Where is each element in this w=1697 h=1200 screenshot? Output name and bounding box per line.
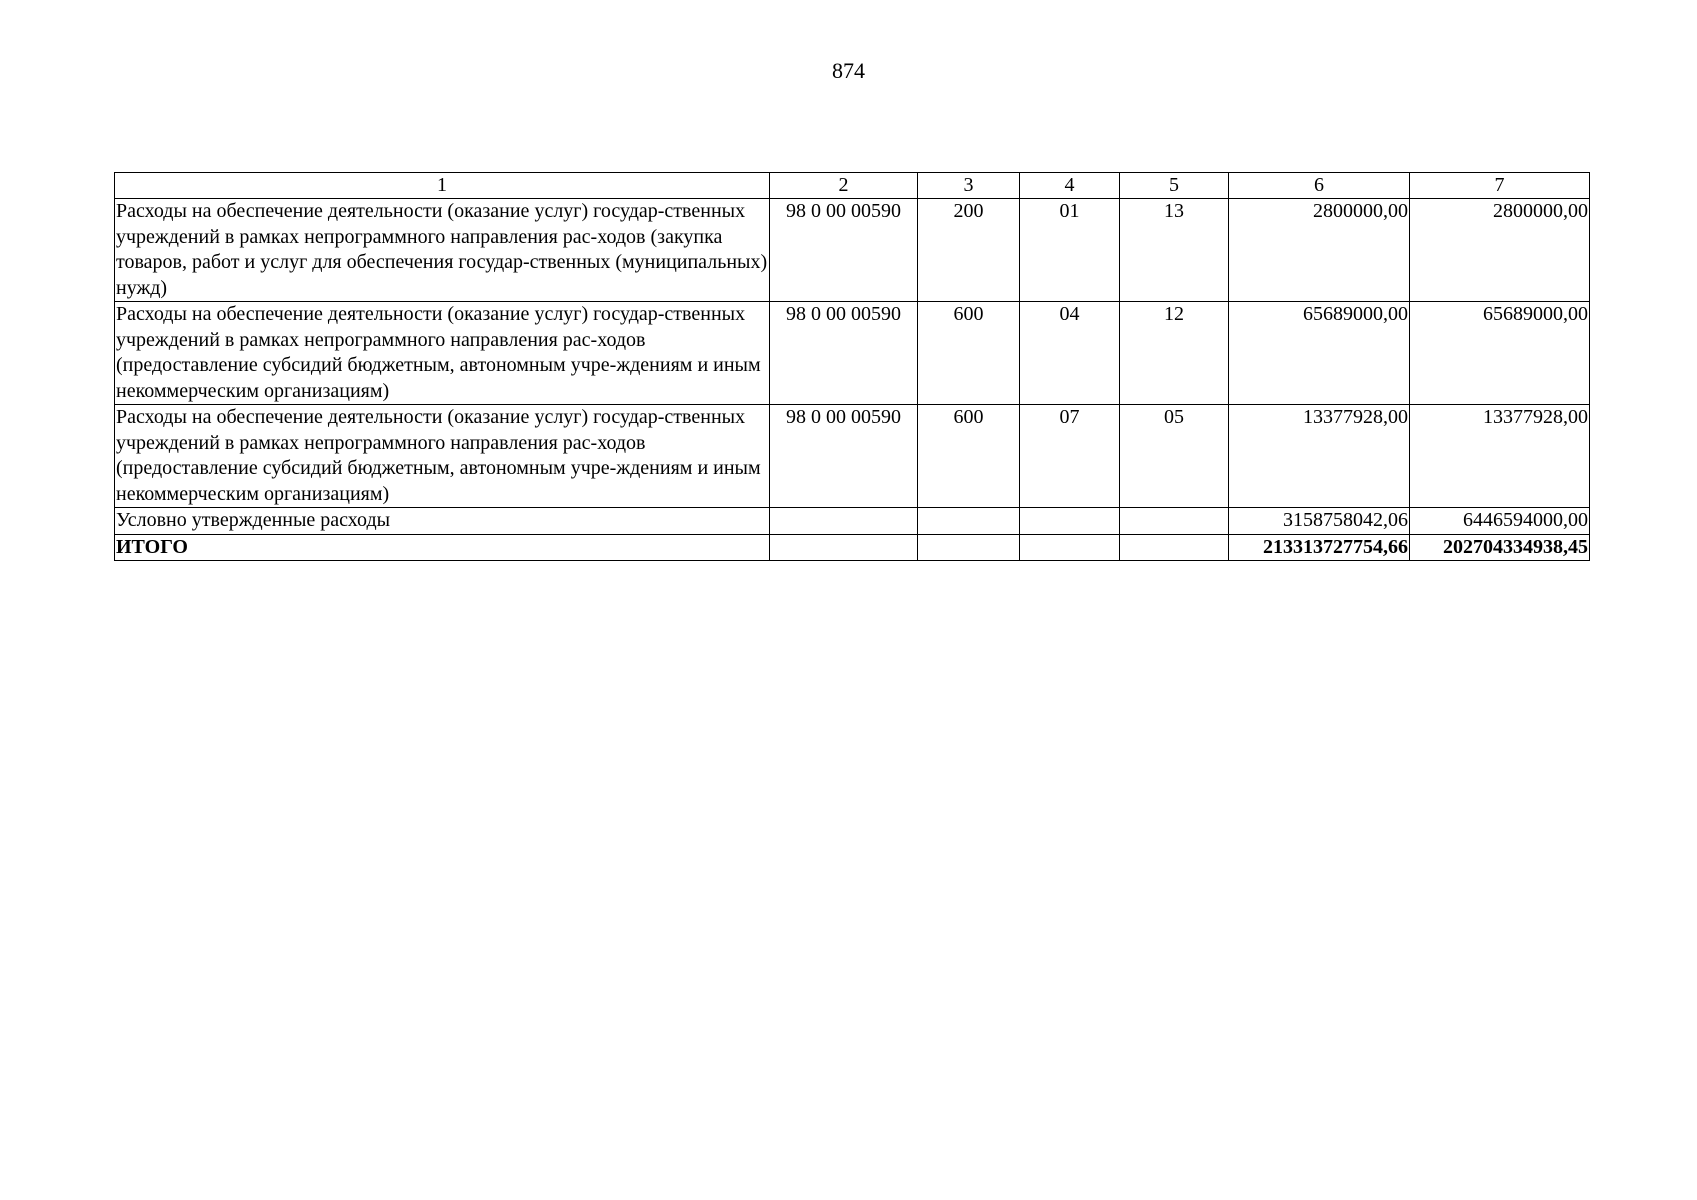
row-target-article: 98 0 00 00590 (770, 199, 918, 302)
column-header-7: 7 (1410, 173, 1590, 199)
row-amount-year2: 6446594000,00 (1410, 508, 1590, 535)
total-empty-cell (918, 534, 1020, 561)
row-expense-type: 200 (918, 199, 1020, 302)
row-description: Условно утвержденные расходы (115, 508, 770, 535)
row-section (1020, 508, 1120, 535)
row-amount-year2: 2800000,00 (1410, 199, 1590, 302)
row-amount-year1: 3158758042,06 (1229, 508, 1410, 535)
column-header-5: 5 (1120, 173, 1229, 199)
row-amount-year1: 2800000,00 (1229, 199, 1410, 302)
total-empty-cell (1020, 534, 1120, 561)
row-expense-type (918, 508, 1020, 535)
row-amount-year2: 65689000,00 (1410, 302, 1590, 405)
column-header-3: 3 (918, 173, 1020, 199)
page-number: 874 (832, 58, 865, 83)
row-expense-type: 600 (918, 405, 1020, 508)
row-amount-year1: 65689000,00 (1229, 302, 1410, 405)
total-empty-cell (770, 534, 918, 561)
table-row (115, 508, 1590, 535)
table-row (115, 199, 1590, 302)
row-description: Расходы на обеспечение деятельности (оказание услуг) государ-ственных учреждений в рамках непрограммного направления рас-ходов (предоставление субсидий бюджетным, автономным учре-ждениям и иным некоммерческим организациям) (115, 302, 770, 405)
column-header-1: 1 (115, 173, 770, 199)
table-row (115, 405, 1590, 508)
row-subsection: 12 (1120, 302, 1229, 405)
budget-table (114, 172, 1590, 561)
column-header-6: 6 (1229, 173, 1410, 199)
row-section: 04 (1020, 302, 1120, 405)
row-expense-type: 600 (918, 302, 1020, 405)
total-amount-year1: 213313727754,66 (1229, 534, 1410, 561)
row-target-article (770, 508, 918, 535)
row-section: 01 (1020, 199, 1120, 302)
total-empty-cell (1120, 534, 1229, 561)
row-description: Расходы на обеспечение деятельности (оказание услуг) государ-ственных учреждений в рамках непрограммного направления рас-ходов (предоставление субсидий бюджетным, автономным учре-ждениям и иным некоммерческим организациям) (115, 405, 770, 508)
row-amount-year2: 13377928,00 (1410, 405, 1590, 508)
row-description: Расходы на обеспечение деятельности (оказание услуг) государ-ственных учреждений в рамках непрограммного направления рас-ходов (закупка товаров, работ и услуг для обеспечения государ-ственных (муниципальных) нужд) (115, 199, 770, 302)
total-row (115, 534, 1590, 561)
row-target-article: 98 0 00 00590 (770, 405, 918, 508)
total-label: ИТОГО (115, 534, 770, 561)
table-row (115, 302, 1590, 405)
row-section: 07 (1020, 405, 1120, 508)
row-subsection: 13 (1120, 199, 1229, 302)
row-subsection: 05 (1120, 405, 1229, 508)
row-target-article: 98 0 00 00590 (770, 302, 918, 405)
column-header-4: 4 (1020, 173, 1120, 199)
header-row (115, 173, 1590, 199)
total-amount-year2: 202704334938,45 (1410, 534, 1590, 561)
row-subsection (1120, 508, 1229, 535)
row-amount-year1: 13377928,00 (1229, 405, 1410, 508)
column-header-2: 2 (770, 173, 918, 199)
